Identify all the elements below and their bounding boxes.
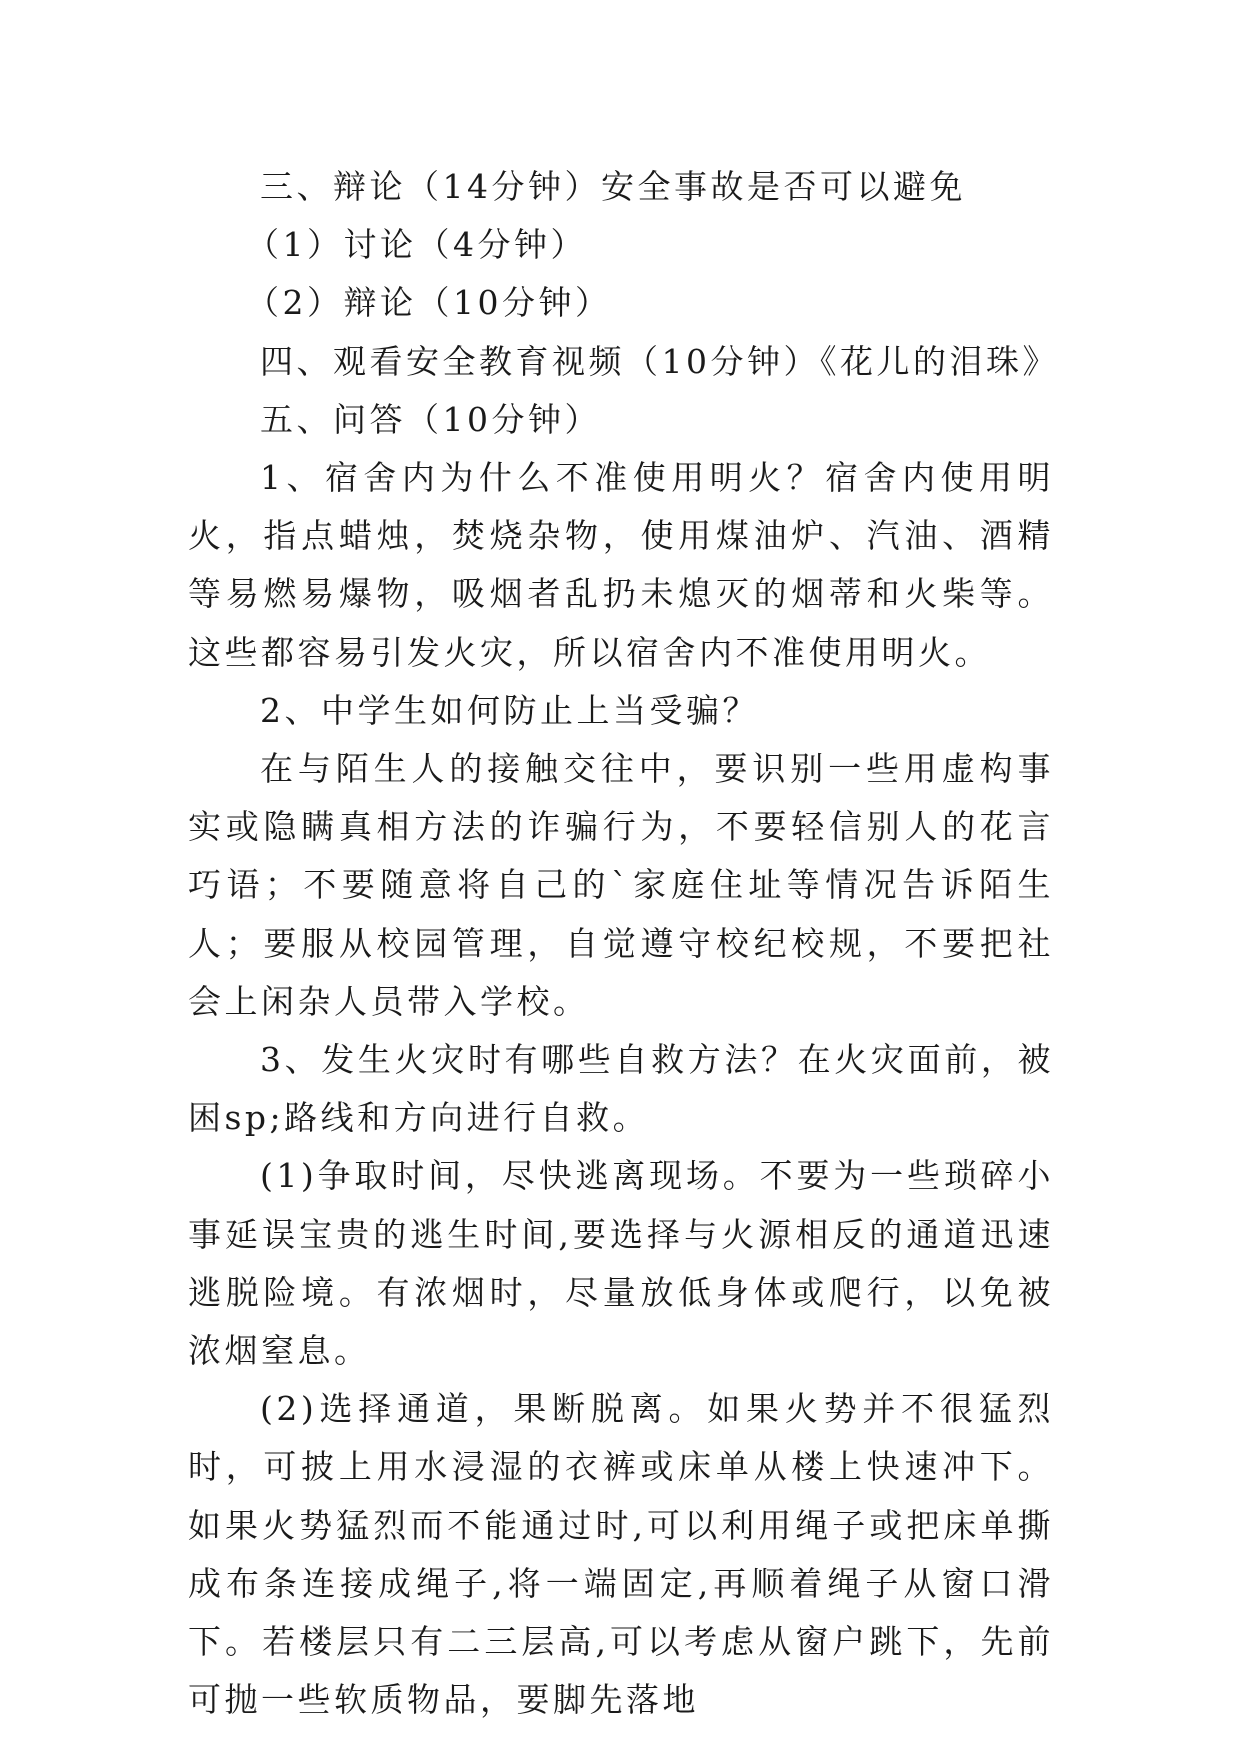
section-4-title: 四、观看安全教育视频（10分钟）《花儿的泪珠》	[260, 341, 1059, 381]
section-3-title: 三、辩论（14分钟）安全事故是否可以避免	[260, 167, 966, 206]
answer-3-paragraph: 3、发生火灾时有哪些自救方法？在火灾面前，被困sp;路线和方向进行自救。	[188, 1040, 1054, 1138]
question-2-paragraph: 2、中学生如何防止上当受骗？	[260, 690, 759, 730]
section-3-item-2: （2）辩论（10分钟）	[246, 283, 612, 323]
section-5-title: 五、问答（10分钟）	[260, 399, 601, 439]
answer-2-paragraph: 在与陌生人的接触交往中，要识别一些用虚构事实或隐瞒真相方法的诈骗行为，不要轻信别人的花言巧语；不要随意将自己的`家庭住址等情况告诉陌生人；要服从校园管理，自觉遵守校纪校规，不要把社会上闲杂人员带入学校。	[188, 749, 1054, 1021]
section-3-item-1: （1）讨论（4分钟）	[246, 225, 587, 265]
document-body	[188, 158, 1059, 1729]
answer-1-paragraph: 1、宿舍内为什么不准使用明火？宿舍内使用明火，指点蜡烛，焚烧杂物，使用煤油炉、汽油、酒精等易燃易爆物，吸烟者乱扔未熄灭的烟蒂和火柴等。这些都容易引发火灾，所以宿舍内不准使用明火。	[188, 458, 1054, 672]
answer-3-point-1-paragraph: (1)争取时间，尽快逃离现场。不要为一些琐碎小事延误宝贵的逃生时间,要选择与火源相反的通道迅速逃脱险境。有浓烟时，尽量放低身体或爬行，以免被浓烟窒息。	[188, 1156, 1054, 1371]
answer-3-point-2-paragraph: (2)选择通道，果断脱离。如果火势并不很猛烈时，可披上用水浸湿的衣裤或床单从楼上快速冲下。如果火势猛烈而不能通过时,可以利用绳子或把床单撕成布条连接成绳子,将一端固定,再顺着绳子从窗口滑下。若楼层只有二三层高,可以考虑从窗户跳下，先前可抛一些软质物品，要脚先落地	[188, 1389, 1054, 1720]
